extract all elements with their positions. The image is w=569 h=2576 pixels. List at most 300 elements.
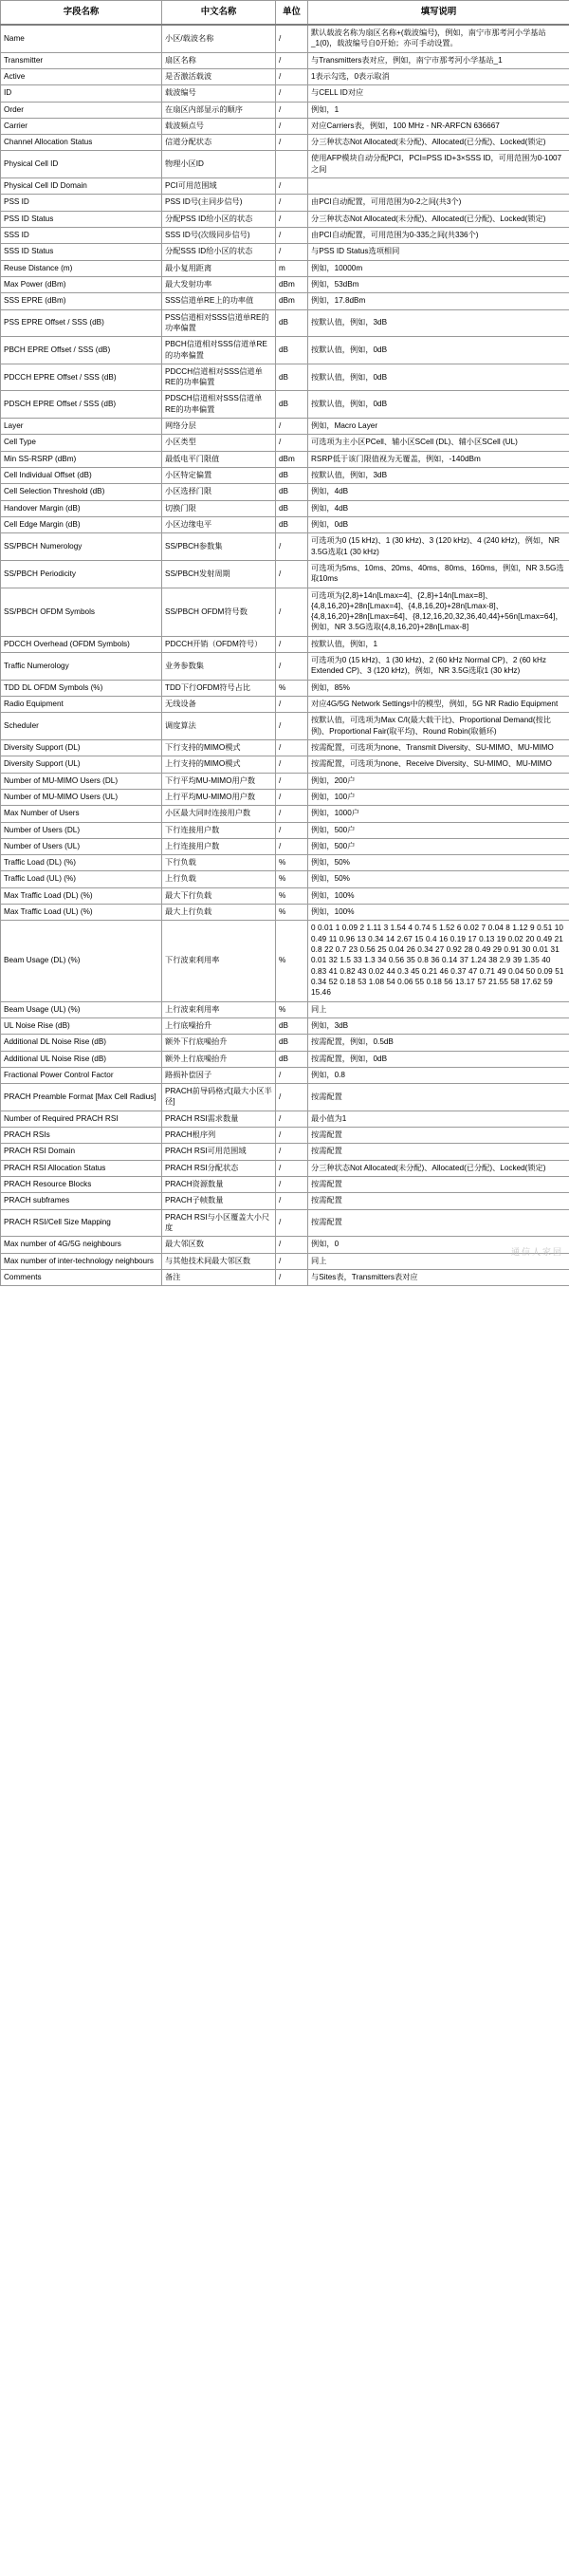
column-header-field-name: 字段名称 — [1, 1, 162, 25]
cell-description: 例如，85% — [308, 680, 569, 696]
cell-description: 按需配置 — [308, 1193, 569, 1209]
cell-field-name: PRACH RSI/Cell Size Mapping — [1, 1209, 162, 1237]
cell-chinese-name: 上行连接用户数 — [162, 838, 276, 854]
cell-chinese-name: 小区类型 — [162, 435, 276, 451]
table-row — [1, 1035, 569, 1051]
cell-chinese-name: PDSCH信道相对SSS信道单RE的功率偏置 — [162, 391, 276, 419]
cell-field-name: Name — [1, 25, 162, 52]
cell-unit — [276, 151, 308, 178]
cell-chinese-name: 是否激活载波 — [162, 68, 276, 84]
cell-unit: dBm — [276, 276, 308, 292]
table-row — [1, 1269, 569, 1285]
cell-field-name: Additional DL Noise Rise (dB) — [1, 1035, 162, 1051]
cell-field-name: Carrier — [1, 118, 162, 134]
cell-description: 例如，50% — [308, 855, 569, 871]
cell-field-name: Min SS-RSRP (dBm) — [1, 451, 162, 467]
cell-description: 按默认值，例如，3dB — [308, 468, 569, 484]
cell-unit: / — [276, 713, 308, 740]
table-row — [1, 85, 569, 102]
cell-field-name: PRACH RSIs — [1, 1128, 162, 1144]
cell-chinese-name: 最大邻区数 — [162, 1237, 276, 1253]
cell-chinese-name: PDCCH开销（OFDM符号） — [162, 636, 276, 652]
cell-field-name: SS/PBCH OFDM Symbols — [1, 588, 162, 636]
cell-unit: dB — [276, 391, 308, 419]
table-row — [1, 822, 569, 838]
cell-chinese-name: 信道分配状态 — [162, 135, 276, 151]
cell-unit: / — [276, 1209, 308, 1237]
cell-chinese-name: 分配SSS ID给小区的状态 — [162, 244, 276, 260]
cell-field-name: PDCCH EPRE Offset / SSS (dB) — [1, 364, 162, 391]
cell-chinese-name: 上行波束利用率 — [162, 1001, 276, 1017]
cell-field-name: TDD DL OFDM Symbols (%) — [1, 680, 162, 696]
table-row — [1, 789, 569, 805]
table-row — [1, 838, 569, 854]
column-header-description: 填写说明 — [308, 1, 569, 25]
cell-unit: / — [276, 653, 308, 681]
cell-unit: / — [276, 68, 308, 84]
cell-chinese-name: PRACH RSI可用范围域 — [162, 1144, 276, 1160]
cell-unit: / — [276, 435, 308, 451]
cell-unit: / — [276, 756, 308, 773]
cell-description: 按默认值，例如，0dB — [308, 364, 569, 391]
table-row — [1, 1253, 569, 1269]
cell-description: 按默认值，例如，0dB — [308, 337, 569, 364]
cell-unit: dB — [276, 516, 308, 532]
table-row — [1, 680, 569, 696]
cell-field-name: PSS ID Status — [1, 211, 162, 227]
table-row — [1, 1144, 569, 1160]
cell-unit: / — [276, 560, 308, 588]
cell-description: 按需配置 — [308, 1128, 569, 1144]
cell-field-name: Transmitter — [1, 52, 162, 68]
cell-unit: % — [276, 871, 308, 887]
cell-field-name: Beam Usage (UL) (%) — [1, 1001, 162, 1017]
table-row — [1, 228, 569, 244]
watermark-text: 通信人家园 — [510, 1247, 563, 1258]
table-row — [1, 516, 569, 532]
cell-description: 可选项为0 (15 kHz)、1 (30 kHz)、2 (60 kHz Normal CP)、2 (60 kHz Extended CP)、3 (120 kHz)，例如，NR 3.5G选取1 (30 kHz) — [308, 653, 569, 681]
cell-chinese-name: 路损补偿因子 — [162, 1067, 276, 1083]
table-row — [1, 68, 569, 84]
table-row — [1, 1160, 569, 1176]
cell-unit: / — [276, 25, 308, 52]
field-specification-table — [0, 0, 569, 1286]
cell-field-name: SSS ID Status — [1, 244, 162, 260]
table-row — [1, 435, 569, 451]
cell-unit: / — [276, 135, 308, 151]
cell-chinese-name: 物理小区ID — [162, 151, 276, 178]
cell-chinese-name: SS/PBCH OFDM符号数 — [162, 588, 276, 636]
cell-description: 例如，50% — [308, 871, 569, 887]
cell-unit: / — [276, 739, 308, 756]
table-row — [1, 500, 569, 516]
cell-unit: % — [276, 921, 308, 1001]
cell-description: 由PCI自动配置，可用范围为0-335之间(共336个) — [308, 228, 569, 244]
cell-description: 1表示勾选，0表示取消 — [308, 68, 569, 84]
table-row — [1, 391, 569, 419]
cell-chinese-name: 小区特定偏置 — [162, 468, 276, 484]
cell-chinese-name: 小区选择门限 — [162, 484, 276, 500]
cell-description: 例如，200户 — [308, 773, 569, 789]
table-row — [1, 1177, 569, 1193]
cell-unit: dB — [276, 468, 308, 484]
cell-unit: / — [276, 1193, 308, 1209]
cell-field-name: PDCCH Overhead (OFDM Symbols) — [1, 636, 162, 652]
table-row — [1, 1084, 569, 1111]
cell-unit: / — [276, 697, 308, 713]
cell-description: 按默认值，例如，0dB — [308, 391, 569, 419]
table-row — [1, 1237, 569, 1253]
cell-description: 按默认值，例如，3dB — [308, 309, 569, 337]
table-row — [1, 588, 569, 636]
document-page — [0, 0, 569, 1286]
cell-field-name: Max Traffic Load (DL) (%) — [1, 887, 162, 904]
cell-field-name: Traffic Load (UL) (%) — [1, 871, 162, 887]
cell-unit: / — [276, 533, 308, 561]
table-row — [1, 1051, 569, 1067]
cell-chinese-name: 下行平均MU-MIMO用户数 — [162, 773, 276, 789]
cell-description: RSRP低于该门限值视为无覆盖，例如，-140dBm — [308, 451, 569, 467]
cell-description: 例如，Macro Layer — [308, 419, 569, 435]
cell-chinese-name: PRACH RSI分配状态 — [162, 1160, 276, 1176]
table-row — [1, 260, 569, 276]
cell-field-name: PRACH Resource Blocks — [1, 1177, 162, 1193]
cell-unit: / — [276, 1067, 308, 1083]
table-row — [1, 211, 569, 227]
cell-chinese-name: 在扇区内部显示的顺序 — [162, 102, 276, 118]
cell-chinese-name: 最大发射功率 — [162, 276, 276, 292]
cell-unit: / — [276, 85, 308, 102]
table-row — [1, 195, 569, 211]
cell-description: 例如，0 — [308, 1237, 569, 1253]
cell-unit: / — [276, 244, 308, 260]
cell-unit: / — [276, 838, 308, 854]
cell-field-name: Comments — [1, 1269, 162, 1285]
table-header-row — [1, 1, 569, 25]
cell-unit: / — [276, 195, 308, 211]
cell-unit: % — [276, 905, 308, 921]
cell-unit: / — [276, 52, 308, 68]
table-row — [1, 1128, 569, 1144]
cell-chinese-name: 额外上行底噪抬升 — [162, 1051, 276, 1067]
cell-chinese-name: 最小复用距离 — [162, 260, 276, 276]
cell-field-name: Number of Required PRACH RSI — [1, 1111, 162, 1127]
cell-unit: dB — [276, 1035, 308, 1051]
cell-chinese-name: PSS信道相对SSS信道单RE的功率偏置 — [162, 309, 276, 337]
cell-description: 按需配置 — [308, 1144, 569, 1160]
cell-description: 例如，1000户 — [308, 806, 569, 822]
cell-field-name: Cell Selection Threshold (dB) — [1, 484, 162, 500]
table-row — [1, 293, 569, 309]
cell-unit: / — [276, 1237, 308, 1253]
cell-description: 按默认值，例如，1 — [308, 636, 569, 652]
cell-description: 对应4G/5G Network Settings中的模型，例如，5G NR Radio Equipment — [308, 697, 569, 713]
cell-field-name: ID — [1, 85, 162, 102]
cell-unit: dB — [276, 309, 308, 337]
cell-field-name: Diversity Support (UL) — [1, 756, 162, 773]
cell-description: 按需配置 — [308, 1084, 569, 1111]
table-row — [1, 871, 569, 887]
cell-description: 可选项为5ms、10ms、20ms、40ms、80ms、160ms，例如，NR 3.5G选取10ms — [308, 560, 569, 588]
cell-description: 与CELL ID对应 — [308, 85, 569, 102]
table-row — [1, 1111, 569, 1127]
cell-field-name: Number of Users (DL) — [1, 822, 162, 838]
cell-description: 例如，100% — [308, 887, 569, 904]
cell-field-name: Number of MU-MIMO Users (DL) — [1, 773, 162, 789]
cell-chinese-name: 上行负载 — [162, 871, 276, 887]
cell-unit: / — [276, 789, 308, 805]
cell-field-name: PRACH subframes — [1, 1193, 162, 1209]
cell-chinese-name: PRACH前导码格式[最大小区半径] — [162, 1084, 276, 1111]
cell-unit: / — [276, 1160, 308, 1176]
table-row — [1, 178, 569, 195]
cell-description: 默认载波名称为扇区名称+(载波编号)，例如，南宁市那考河小学基站_1(0)，载波编号自0开始；亦可手动设置。 — [308, 25, 569, 52]
cell-unit: / — [276, 1253, 308, 1269]
column-header-chinese-name: 中文名称 — [162, 1, 276, 25]
cell-description: 最小值为1 — [308, 1111, 569, 1127]
cell-description: 例如，4dB — [308, 484, 569, 500]
cell-chinese-name: PBCH信道相对SSS信道单RE的功率偏置 — [162, 337, 276, 364]
cell-chinese-name: PDCCH信道相对SSS信道单RE的功率偏置 — [162, 364, 276, 391]
cell-field-name: Handover Margin (dB) — [1, 500, 162, 516]
cell-description: 例如，0dB — [308, 516, 569, 532]
cell-unit: % — [276, 1001, 308, 1017]
cell-field-name: Cell Edge Margin (dB) — [1, 516, 162, 532]
table-row — [1, 1017, 569, 1034]
table-row — [1, 337, 569, 364]
cell-field-name: UL Noise Rise (dB) — [1, 1017, 162, 1034]
cell-field-name: Physical Cell ID — [1, 151, 162, 178]
cell-unit: % — [276, 680, 308, 696]
cell-chinese-name: 业务参数集 — [162, 653, 276, 681]
cell-chinese-name: 扇区名称 — [162, 52, 276, 68]
cell-chinese-name: SSS ID号(次级同步信号) — [162, 228, 276, 244]
cell-chinese-name: 下行负载 — [162, 855, 276, 871]
cell-field-name: Cell Type — [1, 435, 162, 451]
table-row — [1, 636, 569, 652]
cell-field-name: PRACH RSI Allocation Status — [1, 1160, 162, 1176]
cell-field-name: Scheduler — [1, 713, 162, 740]
cell-field-name: Layer — [1, 419, 162, 435]
cell-description: 与Transmitters表对应，例如，南宁市那考河小学基站_1 — [308, 52, 569, 68]
cell-description: 对应Carriers表，例如，100 MHz - NR-ARFCN 636667 — [308, 118, 569, 134]
cell-description: 例如，53dBm — [308, 276, 569, 292]
table-row — [1, 739, 569, 756]
cell-field-name: Fractional Power Control Factor — [1, 1067, 162, 1083]
cell-chinese-name: PRACH子帧数量 — [162, 1193, 276, 1209]
table-row — [1, 102, 569, 118]
cell-chinese-name: TDD下行OFDM符号占比 — [162, 680, 276, 696]
cell-description: 分三种状态Not Allocated(未分配)、Allocated(已分配)、Locked(锁定) — [308, 135, 569, 151]
cell-field-name: Reuse Distance (m) — [1, 260, 162, 276]
cell-unit: % — [276, 887, 308, 904]
cell-field-name: Number of MU-MIMO Users (UL) — [1, 789, 162, 805]
table-row — [1, 713, 569, 740]
cell-description: 可选项为主小区PCell、辅小区SCell (DL)、辅小区SCell (UL) — [308, 435, 569, 451]
cell-unit: / — [276, 1084, 308, 1111]
table-row — [1, 309, 569, 337]
cell-field-name: Max Number of Users — [1, 806, 162, 822]
cell-field-name: SS/PBCH Periodicity — [1, 560, 162, 588]
cell-description: 分三种状态Not Allocated(未分配)、Allocated(已分配)、Locked(锁定) — [308, 211, 569, 227]
cell-description: 按默认值，可选项为Max C/I(最大载干比)、Proportional Demand(按比例)、Proportional Fair(取平均)、Round Robin(取循环) — [308, 713, 569, 740]
cell-description: 按需配置 — [308, 1177, 569, 1193]
cell-description: 例如，1 — [308, 102, 569, 118]
cell-field-name: SSS EPRE (dBm) — [1, 293, 162, 309]
table-row — [1, 1067, 569, 1083]
cell-description: 按需配置，例如，0.5dB — [308, 1035, 569, 1051]
table-row — [1, 1001, 569, 1017]
table-row — [1, 921, 569, 1001]
table-row — [1, 1193, 569, 1209]
cell-chinese-name: PRACH RSI与小区覆盖大小尺度 — [162, 1209, 276, 1237]
table-row — [1, 151, 569, 178]
cell-chinese-name: 下行波束利用率 — [162, 921, 276, 1001]
cell-description: 同上 — [308, 1253, 569, 1269]
table-row — [1, 52, 569, 68]
cell-unit: / — [276, 1269, 308, 1285]
cell-chinese-name: PSS ID号(主同步信号) — [162, 195, 276, 211]
table-row — [1, 118, 569, 134]
cell-chinese-name: 网络分层 — [162, 419, 276, 435]
cell-description: 例如，500户 — [308, 822, 569, 838]
cell-unit: dBm — [276, 293, 308, 309]
cell-unit: m — [276, 260, 308, 276]
table-row — [1, 1209, 569, 1237]
cell-unit: / — [276, 228, 308, 244]
cell-description: 分三种状态Not Allocated(未分配)、Allocated(已分配)、Locked(锁定) — [308, 1160, 569, 1176]
cell-field-name: Order — [1, 102, 162, 118]
cell-chinese-name: 载波频点号 — [162, 118, 276, 134]
table-row — [1, 364, 569, 391]
cell-field-name: Number of Users (UL) — [1, 838, 162, 854]
cell-unit: % — [276, 855, 308, 871]
table-row — [1, 25, 569, 52]
cell-chinese-name: PRACH根序列 — [162, 1128, 276, 1144]
cell-unit: / — [276, 588, 308, 636]
cell-unit: dB — [276, 500, 308, 516]
table-row — [1, 887, 569, 904]
cell-field-name: Traffic Numerology — [1, 653, 162, 681]
cell-field-name: Max Traffic Load (UL) (%) — [1, 905, 162, 921]
cell-description: 0 0.01 1 0.09 2 1.11 3 1.54 4 0.74 5 1.52 6 0.02 7 0.04 8 1.12 9 0.51 10 0.49 11 0.96 13 0.34 14 2.67 15 0.4 16 0.19 17 0.13 19 0.02 20 0.49 21 0.8 22 0.7 23 0.56 25 0.04 26 0.34 27 0.92 28 0.49 29 0.91 30 0.01 31 0.01 32 1.5 33 1.3 34 0.56 35 0.8 36 0.14 37 1.24 38 2.9 39 1.35 40 0.83 41 0.82 43 0.02 44 0.3 45 0.21 46 0.37 47 0.71 49 0.04 50 0.09 51 0.34 52 0.18 53 1.08 54 0.06 55 0.18 56 13.17 57 21.55 58 17.62 59 15.46 — [308, 921, 569, 1001]
cell-chinese-name: 无线设备 — [162, 697, 276, 713]
table-row — [1, 560, 569, 588]
table-row — [1, 135, 569, 151]
cell-chinese-name: 最大上行负载 — [162, 905, 276, 921]
cell-description: 例如，0.8 — [308, 1067, 569, 1083]
cell-field-name: PSS ID — [1, 195, 162, 211]
cell-unit: / — [276, 419, 308, 435]
table-row — [1, 756, 569, 773]
table-row — [1, 653, 569, 681]
cell-chinese-name: 小区/载波名称 — [162, 25, 276, 52]
cell-description: 例如，17.8dBm — [308, 293, 569, 309]
cell-field-name: SS/PBCH Numerology — [1, 533, 162, 561]
cell-unit: / — [276, 178, 308, 195]
table-row — [1, 855, 569, 871]
table-row — [1, 419, 569, 435]
cell-description: 与PSS ID Status选项相同 — [308, 244, 569, 260]
cell-unit: / — [276, 118, 308, 134]
cell-chinese-name: 上行支持的MIMO模式 — [162, 756, 276, 773]
cell-chinese-name: 下行连接用户数 — [162, 822, 276, 838]
cell-unit: / — [276, 211, 308, 227]
cell-field-name: Max number of inter-technology neighbours — [1, 1253, 162, 1269]
cell-field-name: Max number of 4G/5G neighbours — [1, 1237, 162, 1253]
cell-chinese-name: 上行底噪抬升 — [162, 1017, 276, 1034]
cell-unit: / — [276, 636, 308, 652]
cell-field-name: Diversity Support (DL) — [1, 739, 162, 756]
cell-description: 可选项为{2,8}+14n[Lmax=4]、{2,8}+14n[Lmax=8]、{4,8,16,20}+28n[Lmax=4]、{4,8,16,20}+28n[Lmax-8]、{4,8,16,20}+28n[Lmax=64]、{8,12,16,20,32,36,40,44}+56n[Lmax=64]，例如，NR 3.5G选取{4,8,16,20}+28n[Lmax-8] — [308, 588, 569, 636]
cell-description: 例如，3dB — [308, 1017, 569, 1034]
table-row — [1, 533, 569, 561]
cell-description: 例如，500户 — [308, 838, 569, 854]
cell-unit: dB — [276, 1051, 308, 1067]
cell-field-name: SSS ID — [1, 228, 162, 244]
cell-field-name: PSS EPRE Offset / SSS (dB) — [1, 309, 162, 337]
cell-description: 按需配置，例如，0dB — [308, 1051, 569, 1067]
cell-field-name: Additional UL Noise Rise (dB) — [1, 1051, 162, 1067]
cell-chinese-name: 小区边缘电平 — [162, 516, 276, 532]
table-row — [1, 244, 569, 260]
cell-unit: / — [276, 773, 308, 789]
table-row — [1, 484, 569, 500]
cell-field-name: PRACH Preamble Format [Max Cell Radius] — [1, 1084, 162, 1111]
cell-chinese-name: 备注 — [162, 1269, 276, 1285]
cell-unit: dB — [276, 337, 308, 364]
cell-field-name: Traffic Load (DL) (%) — [1, 855, 162, 871]
table-row — [1, 468, 569, 484]
table-row — [1, 773, 569, 789]
table-row — [1, 806, 569, 822]
cell-field-name: PBCH EPRE Offset / SSS (dB) — [1, 337, 162, 364]
cell-unit: / — [276, 1128, 308, 1144]
cell-unit: / — [276, 1144, 308, 1160]
cell-chinese-name: SS/PBCH参数集 — [162, 533, 276, 561]
table-row — [1, 451, 569, 467]
table-row — [1, 276, 569, 292]
cell-chinese-name: 最低电平门限值 — [162, 451, 276, 467]
cell-unit: / — [276, 102, 308, 118]
cell-chinese-name: 上行平均MU-MIMO用户数 — [162, 789, 276, 805]
cell-field-name: Max Power (dBm) — [1, 276, 162, 292]
cell-unit: dB — [276, 484, 308, 500]
cell-description: 使用AFP模块自动分配PCI，PCI=PSS ID+3×SSS ID，可用范围为0-1007之间 — [308, 151, 569, 178]
cell-chinese-name: SSS信道单RE上的功率值 — [162, 293, 276, 309]
cell-description: 例如，100户 — [308, 789, 569, 805]
table-body — [1, 25, 569, 1286]
cell-field-name: Active — [1, 68, 162, 84]
cell-description: 由PCI自动配置，可用范围为0-2之间(共3个) — [308, 195, 569, 211]
cell-field-name: Cell Individual Offset (dB) — [1, 468, 162, 484]
cell-description: 按需配置 — [308, 1209, 569, 1237]
cell-chinese-name: 切换门限 — [162, 500, 276, 516]
cell-chinese-name: PRACH资源数量 — [162, 1177, 276, 1193]
cell-description — [308, 178, 569, 195]
cell-chinese-name: 调度算法 — [162, 713, 276, 740]
cell-description: 例如，10000m — [308, 260, 569, 276]
cell-chinese-name: 最大下行负载 — [162, 887, 276, 904]
cell-chinese-name: PRACH RSI需求数量 — [162, 1111, 276, 1127]
cell-unit: / — [276, 806, 308, 822]
cell-chinese-name: 分配PSS ID给小区的状态 — [162, 211, 276, 227]
cell-unit: / — [276, 822, 308, 838]
cell-field-name: Channel Allocation Status — [1, 135, 162, 151]
table-row — [1, 905, 569, 921]
cell-description: 与Sites表，Transmitters表对应 — [308, 1269, 569, 1285]
cell-chinese-name: 下行支持的MIMO模式 — [162, 739, 276, 756]
